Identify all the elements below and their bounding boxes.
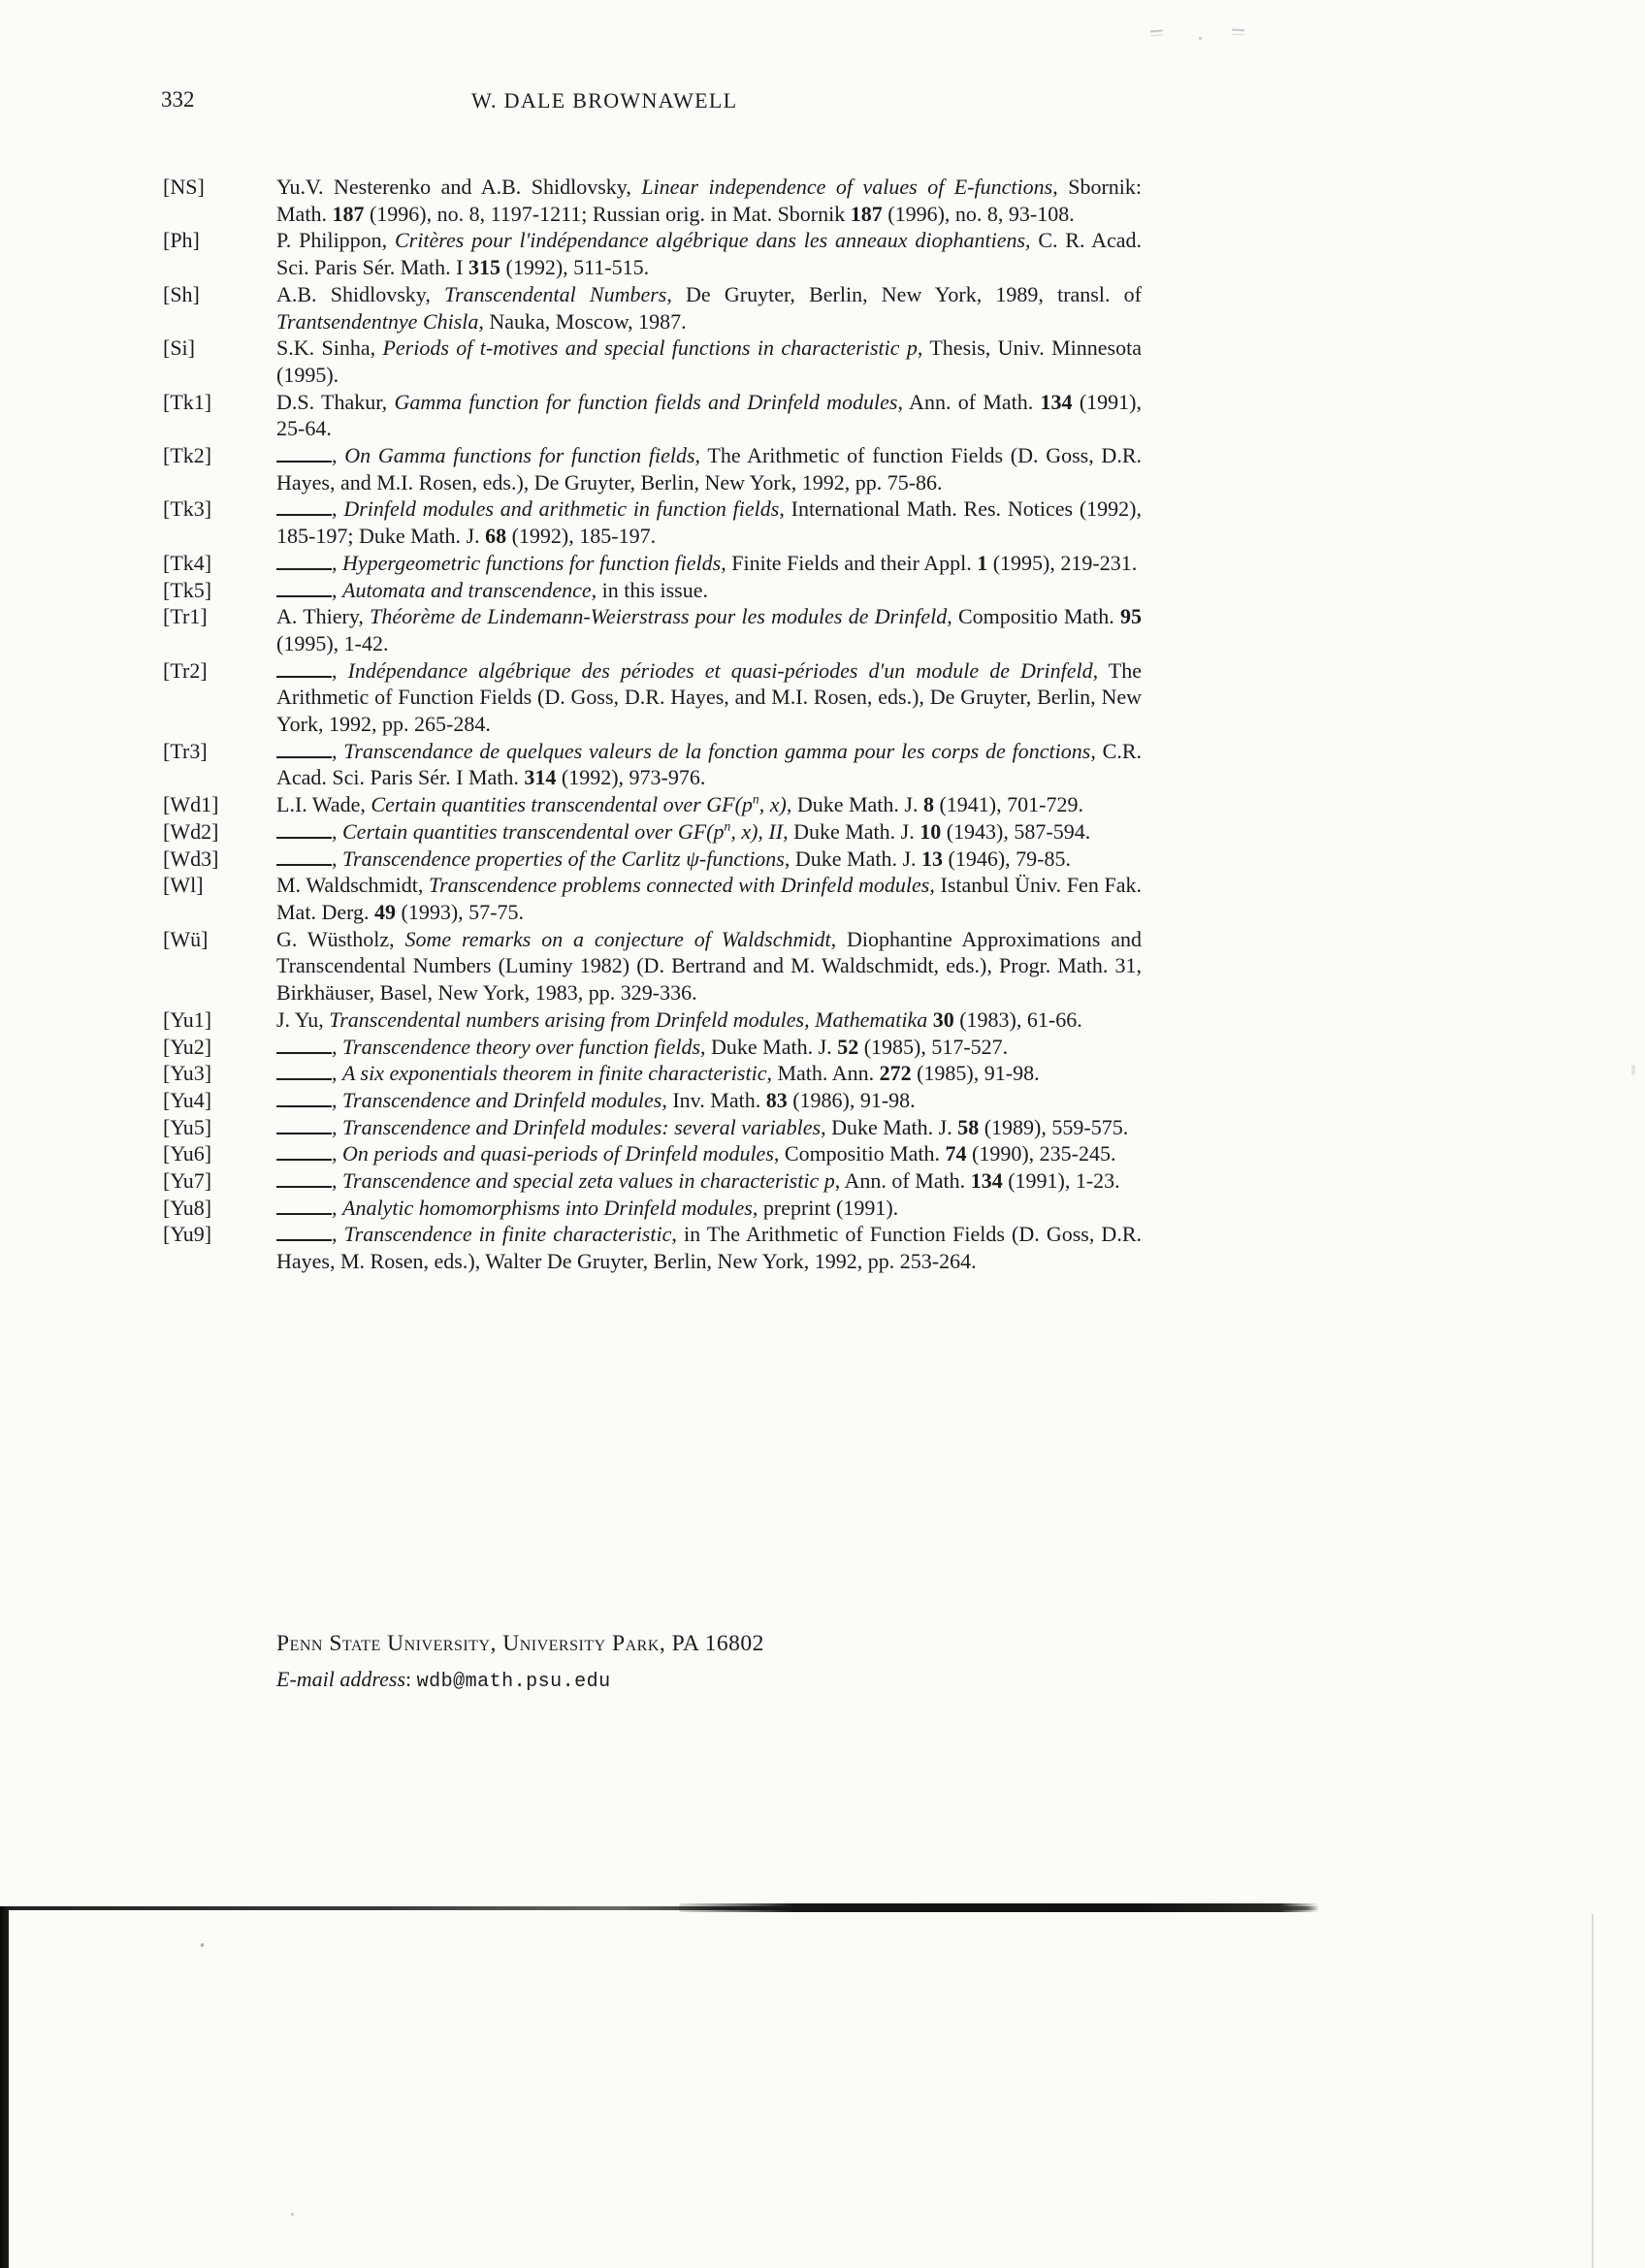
reference-item — [163, 442, 1145, 495]
reference-text: , On Gamma functions for function fields, The Arithmetic of function Fields (D. Goss, D.R. Hayes, and M.I. Rosen, eds.), De Gruyter, Berlin, New York, 1992, pp. 75-86. — [276, 443, 1142, 495]
reference-text: , Indépendance algébrique des périodes et quasi-périodes d'un module de Drinfeld, The Arithmetic of Function Fields (D. Goss, D.R. Hayes, and M.I. Rosen, eds.), De Gruyter, Berlin, New York, 1992, pp. 265-284. — [276, 657, 1143, 737]
reference-label: [Tk2] — [163, 443, 212, 468]
reference-label: [Tr2] — [163, 657, 208, 683]
reference-text: , Transcendence theory over function fields, Duke Math. J. 52 (1985), 517-527. — [276, 1034, 1142, 1061]
reference-item — [163, 281, 1145, 335]
repeat-author-dash — [276, 566, 332, 570]
reference-text: , Drinfeld modules and arithmetic in function fields, International Math. Res. Notices (1992), 185-197; Duke Math. J. 68 (1992), 185-197. — [276, 496, 1143, 549]
email-label: E-mail address — [276, 1667, 406, 1691]
reference-text: , Transcendence and Drinfeld modules, Inv. Math. 83 (1986), 91-98. — [276, 1087, 1142, 1114]
reference-text: A. Thiery, Théorème de Lindemann-Weierstrass pour les modules de Drinfeld, Compositio Math. 95 (1995), 1-42. — [276, 604, 1143, 655]
repeat-author-dash — [276, 1157, 332, 1161]
repeat-author-dash — [276, 835, 332, 839]
repeat-author-dash — [276, 1184, 332, 1188]
repeat-author-dash — [276, 1103, 332, 1107]
reference-item — [163, 603, 1145, 656]
reference-label: [NS] — [163, 175, 205, 199]
reference-text: , Certain quantities transcendental over $GF(p^n$, x), II, Duke Math. J. 10 (1943), 587-594. — [276, 818, 1142, 846]
reference-item — [163, 577, 1145, 604]
reference-item — [163, 1034, 1145, 1061]
reference-label: [Tk5] — [163, 577, 212, 602]
affiliation: Penn State University, University Park, PA 16802 — [276, 1631, 764, 1656]
reference-text: , Transcendence and special zeta values in characteristic p, Ann. of Math. 134 (1991), 1-23. — [276, 1167, 1142, 1195]
repeat-author-dash — [276, 512, 332, 516]
reference-label: [Si] — [163, 335, 195, 361]
repeat-author-dash — [276, 1211, 332, 1215]
reference-text: , Transcendence in finite characteristic, in The Arithmetic of Function Fields (D. Goss, D.R. Hayes, M. Rosen, eds.), Walter De Gruyter, Berlin, New York, 1992, pp. 253-264. — [276, 1222, 1142, 1274]
reference-item — [163, 926, 1145, 1006]
reference-text: , A six exponentials theorem in finite characteristic, Math. Ann. 272 (1985), 91-98. — [276, 1060, 1142, 1087]
reference-item — [163, 1221, 1145, 1274]
reference-item — [163, 335, 1145, 388]
reference-text: S.K. Sinha, Periods of t-motives and special functions in characteristic p, Thesis, Univ. Minnesota (1995). — [276, 335, 1142, 387]
repeat-author-dash — [276, 459, 332, 463]
reference-label: [Tk1] — [163, 389, 212, 414]
repeat-author-dash — [276, 1131, 332, 1134]
reference-item — [163, 1006, 1145, 1034]
reference-text: , On periods and quasi-periods of Drinfeld modules, Compositio Math. 74 (1990), 235-245. — [276, 1140, 1142, 1167]
reference-label: [Yu7] — [163, 1168, 212, 1194]
reference-item — [163, 495, 1145, 549]
scan-smudge-artifact — [1631, 1065, 1635, 1075]
reference-text: , Analytic homomorphisms into Drinfeld modules, preprint (1991). — [276, 1195, 1142, 1222]
reference-label: [Yu1] — [163, 1006, 212, 1032]
pencil-dot-artifact — [1199, 37, 1202, 40]
reference-label: [Sh] — [163, 281, 200, 306]
repeat-author-dash — [276, 674, 332, 678]
reference-list — [163, 174, 1145, 1275]
reference-item — [163, 791, 1145, 818]
reference-text: M. Waldschmidt, Transcendence problems connected with Drinfeld modules, Istanbul Üniv. Fen Fak. Mat. Derg. 49 (1993), 57-75. — [276, 873, 1142, 924]
reference-item — [163, 1087, 1145, 1114]
reference-label: [Yu5] — [163, 1114, 212, 1139]
reference-item — [163, 1195, 1145, 1222]
scan-edge-artifact — [0, 1906, 9, 2268]
repeat-author-dash — [276, 862, 332, 866]
reference-text: , Transcendence and Drinfeld modules: several variables, Duke Math. J. 58 (1989), 559-575. — [276, 1114, 1142, 1141]
reference-text: J. Yu, Transcendental numbers arising from Drinfeld modules, Mathematika 30 (1983), 61-66. — [276, 1006, 1082, 1032]
repeat-author-dash — [276, 1076, 332, 1080]
reference-item — [163, 846, 1145, 873]
reference-item — [163, 174, 1145, 227]
repeat-author-dash — [276, 593, 332, 597]
scan-line-artifact — [679, 1903, 1319, 1912]
reference-text: D.S. Thakur, Gamma function for function fields and Drinfeld modules, Ann. of Math. 134 (1991), 25-64. — [276, 389, 1142, 441]
repeat-author-dash — [276, 1050, 332, 1054]
reference-text: , Automata and transcendence, in this issue. — [276, 577, 1142, 604]
pencil-mark-artifact — [1150, 30, 1163, 37]
reference-item — [163, 1167, 1145, 1195]
reference-label: [Tr1] — [163, 604, 208, 629]
reference-item — [163, 389, 1145, 442]
reference-label: [Wl] — [163, 873, 204, 898]
email-address: wdb@math.psu.edu — [416, 1671, 611, 1693]
reference-item — [163, 1060, 1145, 1087]
reference-item — [163, 1114, 1145, 1141]
reference-item — [163, 550, 1145, 577]
reference-text: , Hypergeometric functions for function fields, Finite Fields and their Appl. 1 (1995), 219-231. — [276, 550, 1142, 577]
reference-item — [163, 1140, 1145, 1167]
pencil-mark-artifact — [1232, 29, 1244, 36]
reference-item — [163, 872, 1145, 925]
reference-item — [163, 227, 1145, 280]
reference-label: [Yu6] — [163, 1141, 212, 1166]
reference-label: [Ph] — [163, 228, 200, 253]
reference-text: , Transcendence properties of the Carlitz ψ-functions, Duke Math. J. 13 (1946), 79-85. — [276, 846, 1142, 873]
reference-label: [Wü] — [163, 926, 209, 951]
reference-label: [Yu8] — [163, 1195, 212, 1220]
reference-item — [163, 818, 1145, 846]
reference-text: P. Philippon, Critères pour l'indépendance algébrique dans les anneaux diophantiens, C. R. Acad. Sci. Paris Sér. Math. I 315 (1992), 511-515. — [276, 228, 1142, 280]
reference-item — [163, 738, 1145, 791]
reference-item — [163, 657, 1145, 738]
reference-label: [Wd3] — [163, 846, 219, 871]
reference-label: [Tk3] — [163, 496, 212, 522]
email-separator: : — [405, 1667, 417, 1691]
repeat-author-dash — [276, 754, 332, 758]
reference-text: G. Wüstholz, Some remarks on a conjecture of Waldschmidt, Diophantine Approximations and Transcendental Numbers (Luminy 1982) (D. Bertrand and M. Waldschmidt, eds.), Progr. Math. 31, Birkhäuser, Basel, New York, 1983, pp. 329-336. — [276, 926, 1142, 1006]
reference-text: Yu.V. Nesterenko and A.B. Shidlovsky, Linear independence of values of E-functions, Sbornik: Math. 187 (1996), no. 8, 1197-1211; Russian orig. in Mat. Sbornik 187 (1996), no. 8, 93-108. — [276, 175, 1143, 226]
email-line — [276, 1667, 611, 1693]
scan-speck-artifact — [200, 1943, 204, 1948]
reference-text: A.B. Shidlovsky, Transcendental Numbers, De Gruyter, Berlin, New York, 1989, transl. of Trantsendentnye Chisla, Nauka, Moscow, 1987. — [276, 281, 1142, 334]
reference-label: [Wd2] — [163, 818, 219, 844]
page-number: 332 — [161, 87, 195, 112]
reference-label: [Yu2] — [163, 1034, 212, 1059]
reference-label: [Tr3] — [163, 738, 208, 763]
repeat-author-dash — [276, 1237, 332, 1241]
reference-label: [Wd1] — [163, 792, 219, 817]
scan-edge-artifact — [1592, 1914, 1594, 2268]
reference-label: [Yu9] — [163, 1222, 212, 1247]
reference-label: [Tk4] — [163, 550, 212, 575]
reference-text: L.I. Wade, Certain quantities transcendental over $GF(p^n$, x), Duke Math. J. 8 (1941), 701-729. — [276, 791, 1083, 817]
reference-label: [Yu4] — [163, 1087, 212, 1112]
reference-text: , Transcendance de quelques valeurs de la fonction gamma pour les corps de fonctions, C.R. Acad. Sci. Paris Sér. I Math. 314 (1992), 973-976. — [276, 738, 1143, 790]
running-title: W. DALE BROWNAWELL — [471, 88, 738, 112]
reference-label: [Yu3] — [163, 1061, 212, 1086]
scan-speck-artifact — [291, 2213, 294, 2216]
